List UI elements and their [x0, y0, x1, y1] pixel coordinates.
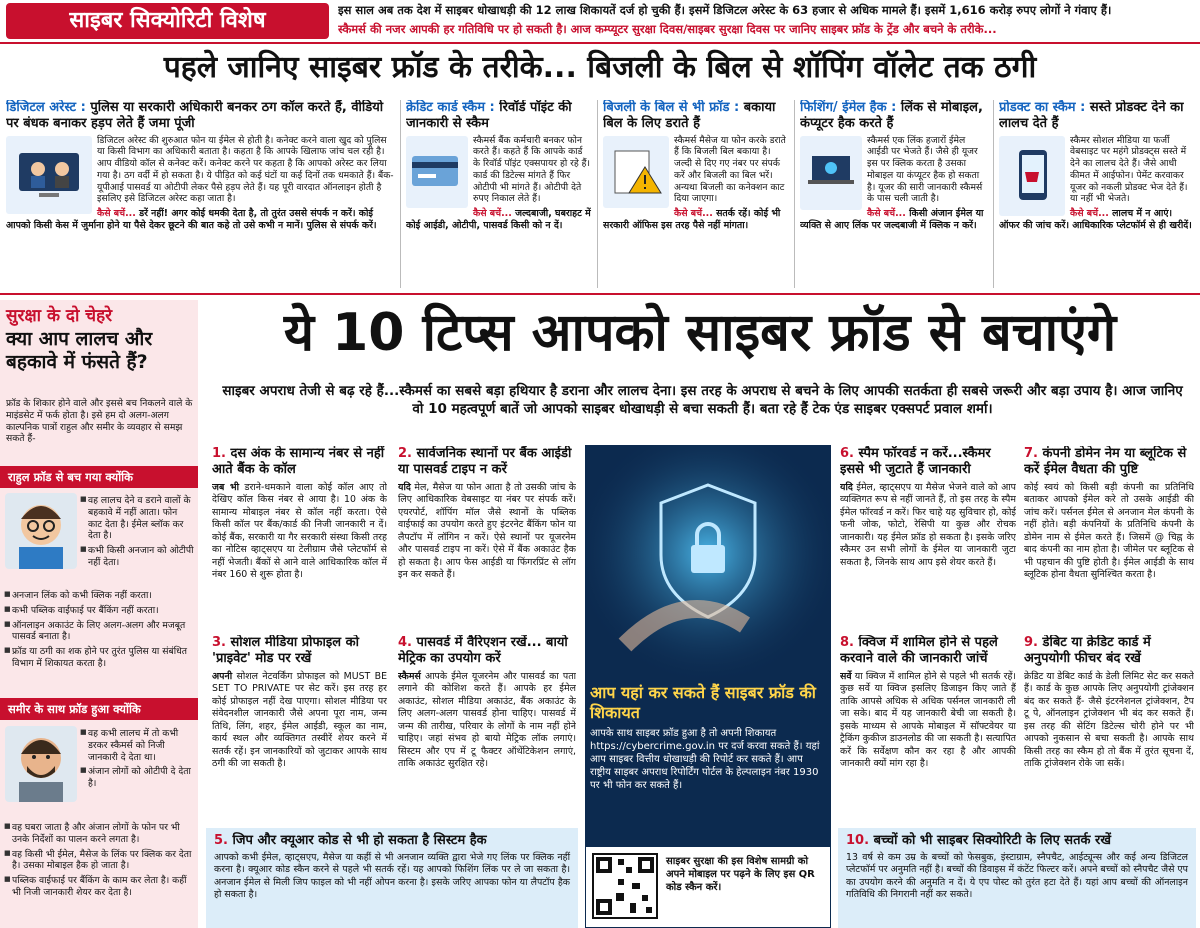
warning-bill-icon [603, 136, 669, 208]
column-kicker: डिजिटल अरेस्ट : [6, 100, 86, 115]
column-body: डिजिटल अरेस्ट की शुरुआत फोन या ईमेल से होती है। कनेक्ट करने वाला खुद को पुलिस या किसी विभाग का अधिकारी बताता है। कहता है कि आपके खिलाफ जांच चल रही है। आप वीडियो कॉल से कनेक्ट करें। कनेक्ट करने पर कहता है कि आपको अरेस्ट कर लिया गया है। ठग वर्दी में हो सकता है। ये पीड़ित को कई घंटों या कई दिनों तक धमकाते हैं। बैंक-यूपीआई पासवर्ड या ओटीपी लेकर पैसे हड़प लेते हैं। यह पूरी वारदात ऑनलाइन होती है इसलिए इसे डिजिटल अरेस्ट कहा जाता है। [97, 134, 394, 205]
tip-body: कोई स्वयं को किसी बड़ी कंपनी का प्रतिनिधि बताकर आपको ईमेल करे तो उसके आईडी की जांच करें। पर्सनल ईमेल से अनजान मेल कंपनी के नहीं होते। बड़ी कंपनियों के प्रतिनिधि कंपनी के डोमेन नाम से ईमेल करते हैं। जिसमें @ चिह्न के बाद कंपनी का नाम होता है। जीमेल पर ब्लूटिक से भी पहचान की पुष्टि होती है। ईमेल आईडी के साथ ब्लूटिक होना वैधता सुनिश्चित करता है। [1024, 481, 1194, 580]
qr-row [585, 846, 831, 928]
column-divider [794, 100, 795, 288]
tip-body: या क्विज में शामिल होने से पहले भी सतर्क रहें। कुछ सर्वे या क्विज इसलिए डिजाइन किए जाते हैं ताकि आपसे अधिक से अधिक पर्सनल जानकारी ली जा सके। बाद में यह जानकारी बेची जा सकती है। इसके माध्यम से आपके मोबाइल में सॉफ्टवेयर या ट्रैकिंग कुकीज डाउनलोड की जा सकती है। सत्यापित करें कि सर्वेक्षण कौन कर रहा है और आपकी जानकारी क्यों मांग रहा है। [840, 670, 1016, 769]
tip-2 [398, 446, 576, 632]
fraud-column-product-scam [999, 100, 1195, 288]
column-headline: रिवॉर्ड पॉइंट की जानकारी से स्कैम [406, 100, 572, 132]
fraud-methods-headline: पहले जानिए साइबर फ्रॉड के तरीके... बिजली के बिल से शॉपिंग वॉलेट तक ठगी [163, 50, 1037, 85]
list-item: ■ वह घबरा जाता है और अंजान लोगों के फोन पर भी उनके निर्देशों का पालन करने लगता है। [4, 822, 194, 846]
list-item: ■ पब्लिक वाईफाई पर बैंकिंग के काम कर लेता है। कहीं भी निजी जानकारी शेयर कर देता है। [4, 875, 194, 899]
list-item: ■ कभी पब्लिक वाईफाई पर बैंकिंग नहीं करता। [4, 605, 194, 617]
tip-title: क्विज में शामिल होने से पहले करवाने वाले की जानकारी जांचें [840, 635, 998, 667]
sameer-avatar-icon [5, 726, 77, 802]
safety-text: डरें नहीं! अगर कोई धमकी देता है, तो तुरंत उससे संपर्क न करें। कोई आपको किसी केस में जुर्माना होने या पैसे देकर छूटने की बात कहे तो उसे कभी न मानें। पुलिस से संपर्क करें। [6, 208, 377, 231]
tip-title: सार्वजनिक स्थानों पर बैंक आईडी या पासवर्ड टाइप न करें [398, 446, 572, 478]
column-headline: पुलिस या सरकारी अधिकारी बनकर ठग कॉल करते हैं, वीडियो पर बंधक बनाकर हड़प लेते हैं जमा पूंजी [6, 100, 384, 132]
safety-label: कैसे बचें... [97, 208, 136, 220]
main-title: ये 10 टिप्स आपको साइबर फ्रॉड से बचाएंगे [283, 303, 1117, 363]
tip-6 [840, 446, 1016, 632]
qr-text: साइबर सुरक्षा की इस विशेष सामग्री को अपने मोबाइल पर पढ़ने के लिए इस QR कोड स्कैन करें। [666, 856, 815, 893]
qr-code-icon[interactable] [592, 853, 658, 919]
tip-body: डराने-धमकाने वाला कोई कॉल आए तो देखिए कॉल किस नंबर से आया है। 10 अंक के सामान्य मोबाइल नंबर से कॉल नहीं करता। ऐसे किसी कॉल पर बैंक/कार्ड की निजी जानकारी न दें। कोई बैंक, सरकारी या गैर सरकारी संस्था किसी तरह का नोटिस व्हाट्सएप या टेलीग्राम जैसे प्लेटफॉर्म से नहीं भेजती। बैंकों से आने वाले आधिकारिक कॉल में नंबर 160 से शुरू होता है। [212, 481, 387, 580]
rahul-points [4, 590, 194, 670]
list-item: ■ कभी किसी अनजान को ओटीपी नहीं देता। [80, 545, 194, 569]
safety-text: लालच में न आएं। ऑफर की जांच करें। आधिकारिक प्लेटफॉर्म से ही खरीदें। [999, 208, 1192, 231]
tip-9 [1024, 635, 1194, 825]
tip-1 [212, 446, 387, 632]
lead-line-2: स्कैमर्स की नजर आपकी हर गतिविधि पर हो सकती है। आज कम्प्यूटर सुरक्षा दिवस/साइबर सुरक्षा दिवस पर जानिए साइबर फ्रॉड के ट्रेंड और बचने के तरीके... [338, 22, 997, 36]
fraud-column-digital-arrest [6, 100, 394, 288]
tip-body: मेल, मैसेज या फोन आता है तो उसकी जांच के लिए आधिकारिक वेबसाइट या नंबर पर संपर्क करें। एयरपोर्ट, शॉपिंग मॉल जैसे स्थानों के पब्लिक वाईफाई का उपयोग करते हुए इंटरनेट बैंकिंग फोन या लैपटॉप में लॉगिन न करें। ऐसे स्थानों पर यूजरनेम और पासवर्ड टाइप ना करें। ऐसे में बैंक अकाउंट हैक हो सकता है। आप फेस आईडी या फिंगरप्रिंट से लॉग इन कर सकते हैं। [398, 481, 576, 580]
sameer-points-top [80, 728, 194, 790]
list-item: ■ फ्रॉड या ठगी का शक होने पर तुरंत पुलिस या संबंधित विभाग में शिकायत करता है। [4, 646, 194, 670]
column-kicker: फिशिंग/ ईमेल हैक : [800, 100, 897, 115]
tip-body: आपको कभी ईमेल, व्हाट्सएप, मैसेज या कहीं से भी अनजान व्यक्ति द्वारा भेजे गए लिंक पर क्लिक नहीं करना है। क्यूआर कोड स्कैन करने से पहले भी सतर्क रहें। यह आपको फिशिंग लिंक पर ले जा सकता है। अनजान ईमेल से मिली जिप फाइल को भी नहीं ओपन करना है। इसके जरिए आपका फोन या लैपटॉप हैक हो सकता है। [214, 852, 570, 900]
column-kicker: बिजली के बिल से भी फ्रॉड : [603, 100, 740, 115]
list-item: ■ वह कभी लालच में तो कभी डरकर स्कैमर्स को निजी जानकारी दे देता था। [80, 728, 194, 763]
tip-7 [1024, 446, 1194, 632]
column-divider [993, 100, 994, 288]
column-body: स्कैमर्स बैंक कर्मचारी बनकर फोन करते हैं। कहते हैं कि आपके कार्ड के रिवॉर्ड पॉइंट एक्सपायर हो रहे हैं। कार्ड की डिटेल्स मांगते हैं फिर ओटीपी भी मांगते हैं। ओटीपी देते रुपए निकाल लेते हैं। [473, 134, 591, 205]
tip-4 [398, 635, 576, 825]
sidebar-intro: फ्रॉड के शिकार होने वाले और इससे बच निकलने वाले के माइंडसेट में फर्क होता है। इसे हम दो अलग-अलग काल्पनिक पात्रों राहुल और समीर के व्यवहार से समझ सकते हैं- [6, 398, 193, 445]
report-title: आप यहां कर सकते हैं साइबर फ्रॉड की शिकायत [590, 683, 816, 722]
tip-number: 3. [212, 635, 226, 650]
list-item: ■ अनजान लिंक को कभी क्लिक नहीं करता। [4, 590, 194, 602]
safety-text: जल्दबाजी, घबराहट में कोई आईडी, ओटीपी, पासवर्ड किसी को न दें। [406, 208, 591, 231]
tip-lead: जब भी [212, 481, 240, 493]
tip-title: पासवर्ड में वैरिएशन रखें... बायो मेट्रिक का उपयोग करें [398, 635, 568, 667]
list-item: ■ वह लालच देने व डराने वालों के बहकावे में नहीं आता। फोन काट देता है। ईमेल ब्लॉक कर देता है। [80, 495, 194, 542]
column-headline: बकाया बिल के लिए डराते हैं [603, 100, 776, 132]
section-divider [0, 293, 1200, 295]
safety-text: सतर्क रहें। कोई भी सरकारी ऑफिस इस तरह पैसे नहीं मांगता। [603, 208, 781, 231]
video-call-illustration-icon [6, 136, 92, 214]
tip-lead: सर्वे [840, 670, 852, 682]
credit-card-icon [406, 136, 468, 208]
tip-title: सोशल मीडिया प्रोफाइल को 'प्राइवेट' मोड पर रखें [212, 635, 359, 667]
tip-number: 6. [840, 446, 854, 461]
tip-lead: यदि [840, 481, 853, 493]
shield-lock-icon [585, 445, 831, 685]
main-subtitle: साइबर अपराध तेजी से बढ़ रहे हैं...स्कैमर्स का सबसे बड़ा हथियार है डराना और लालच देना। इस तरह के अपराध से बचने के लिए आपकी सतर्कता ही सबसे जरूरी और बड़ा उपाय है। आज जानिए वो 10 महत्वपूर्ण बातें जो आपको साइबर धोखाधड़ी से बचा सकती हैं। बता रहे हैं टेक एंड साइबर एक्सपर्ट प्रवाल शर्मा। [222, 383, 1183, 417]
column-body: स्कैमर्स एक लिंक हजारों ईमेल आईडी पर भेजते हैं। जैसे ही यूजर इस पर क्लिक करता है उसका मोबाइल या कंप्यूटर हैक हो सकता है। यूजर की सारी जानकारी स्कैमर्स के पास चली जाती है। [867, 134, 983, 205]
tip-number: 5. [214, 833, 228, 848]
tip-title: स्पैम फॉरवर्ड न करें...स्कैमर इससे भी जुटाते हैं जानकारी [840, 446, 991, 478]
tip-lead: यदि [398, 481, 411, 493]
tip-lead: अपनी [212, 670, 233, 682]
safety-label: कैसे बचें... [473, 208, 512, 220]
tip-body: सोशल नेटवर्किंग प्रोफाइल को MUST BE SET TO PRIVATE पर सेट करें। इस तरह हर कोई प्रोफाइल नहीं देख पाएगा। सोशल मीडिया पर संवेदनशील जानकारी जैसे अपना पूरा नाम, जन्म तिथि, लिंग, शहर, ईमेल आईडी, स्कूल का नाम, कार्य स्थल और व्यक्तिगत तस्वीरें शेयर करने में सतर्क रहें। इन जानकारियों को जुटाकर आपके साथ ठगी की जा सकती है। [212, 670, 387, 769]
fraud-column-phishing [800, 100, 988, 288]
tip-title: जिप और क्यूआर कोड से भी हो सकता है सिस्टम हैक [232, 833, 487, 848]
column-kicker: क्रेडिट कार्ड स्कैम : [406, 100, 495, 115]
list-item: ■ ऑनलाइन अकाउंट के लिए अलग-अलग और मजबूत पासवर्ड बनाता है। [4, 620, 194, 644]
tip-title: दस अंक के सामान्य नंबर से नहीं आते बैंक के कॉल [212, 446, 385, 478]
report-box [590, 683, 826, 792]
safety-text: किसी अंजान ईमेल या व्यक्ति से आए लिंक पर जल्दबाजी में क्लिक न करें। [800, 208, 984, 231]
sidebar-heading: सुरक्षा के दो चेहरे [6, 306, 113, 326]
sidebar-question: क्या आप लालच और बहकावे में फंसते हैं? [6, 328, 153, 373]
tip-number: 1. [212, 446, 226, 461]
column-body: स्कैमर्स मैसेज या फोन करके डराते हैं कि बिजली बिल बकाया है। जल्दी से दिए गए नंबर पर संपर्क करें और बिजली का बिल भरें। अन्यथा बिजली का कनेक्शन काट दिया जाएगा। [674, 134, 786, 205]
tip-number: 9. [1024, 635, 1038, 650]
tip-title: डेबिट या क्रेडिट कार्ड में अनुपयोगी फीचर बंद रखें [1024, 635, 1151, 667]
tip-number: 2. [398, 446, 412, 461]
tip-number: 8. [840, 635, 854, 650]
tip-10 [838, 828, 1196, 928]
tip-body: आपके ईमेल यूजरनेम और पासवर्ड का पता लगाने की कोशिश करते हैं। आपके हर ईमेल अकाउंट, सोशल मीडिया अकाउंट, बैंक अकाउंट के लिए अलग-अलग पासवर्ड होना चाहिए। पासवर्ड में जन्म की तारीख, परिवार के लोगों के नाम नहीं होने चाहिए। जहां संभव हो बायो मेट्रिक लॉक लगाएं। सिस्टम और एप में टू फैक्टर ऑथेंटिकेशन लगाएं, ताकि अकाउंट सुरक्षित रहे। [398, 670, 576, 769]
shopping-phone-icon [999, 136, 1065, 216]
column-divider [597, 100, 598, 288]
rahul-bar: राहुल फ्रॉड से बच गया क्योंकि [0, 466, 198, 488]
rahul-points-top [80, 495, 194, 569]
tip-5 [206, 828, 578, 928]
column-headline: लिंक से मोबाइल, कंप्यूटर हैक करते हैं [800, 100, 983, 132]
tip-8 [840, 635, 1016, 825]
tip-body: 13 वर्ष से कम उम्र के बच्चों को फेसबुक, इंस्टाग्राम, स्नैपचैट, आईट्यून्स और कई अन्य डिजिटल प्लेटफॉर्म पर अनुमति नहीं है। बच्चों की डिवाइस में कंटेंट फिल्टर करें। अपने बच्चों को स्नैपचैट जैसे एप का उपयोग करने की अनुमति न दें। ये एप पोस्ट को तुरंत हटा देते हैं। यहां आप बच्चों की ऑनलाइन गतिविधि की निगरानी नहीं कर सकते। [846, 852, 1188, 900]
tip-number: 10. [846, 833, 870, 848]
section-brand-label: साइबर सिक्योरिटी विशेष [6, 3, 329, 39]
sameer-points [4, 822, 194, 899]
tip-number: 4. [398, 635, 412, 650]
rahul-avatar-icon [5, 493, 77, 569]
column-divider [400, 100, 401, 288]
tip-3 [212, 635, 387, 825]
tip-title: कंपनी डोमेन नेम या ब्लूटिक से करें ईमेल वैधता की पुष्टि [1024, 446, 1187, 478]
column-body: स्कैमर सोशल मीडिया या फर्जी वेबसाइट पर महंगे प्रोडक्ट्स सस्ते में देने का लालच देते हैं। जैसे आधी कीमत में आईफोन। पेमेंट करवाकर यूजर को नकली प्रोडक्ट भेज देते हैं। या नहीं भी भेजते। [1070, 134, 1188, 205]
tip-lead: स्कैमर्स [398, 670, 421, 682]
lead-line-1: इस साल अब तक देश में साइबर धोखाधड़ी की 12 लाख शिकायतें दर्ज हो चुकी हैं। इसमें डिजिटल अरेस्ट के 63 हजार से अधिक मामले हैं। इसमें 1,616 करोड़ रुपए लोगों ने गंवाए हैं। [338, 3, 1112, 17]
tip-body: क्रेडिट या डेबिट कार्ड के डेली लिमिट सेट कर सकते हैं। कार्ड के कुछ आपके लिए अनुपयोगी ट्रांजेक्शन बंद कर सकते हैं- जैसे इंटरनेशनल ट्रांजेक्शन, टैप टू पे, ऑनलाइन ट्रांजेक्शन भी बंद कर सकते हैं। इस तरह की सेटिंग डिटेल्स चोरी होने पर भी आपको नुकसान से बचा सकती है। आपके साथ किसी तरह का स्कैम हो तो बैंक में तुरंत सूचना दें, ताकि ट्रांजेक्शन रोके जा सकें। [1024, 670, 1194, 769]
sameer-bar: समीर के साथ फ्रॉड हुआ क्योंकि [0, 698, 198, 720]
safety-label: कैसे बचें... [867, 208, 906, 220]
fraud-column-electricity-bill [603, 100, 789, 288]
safety-label: कैसे बचें... [1070, 208, 1109, 220]
safety-label: कैसे बचें... [674, 208, 713, 220]
column-kicker: प्रोडक्ट का स्कैम : [999, 100, 1086, 115]
column-headline: सस्ते प्रोडक्ट देने का लालच देते हैं [999, 100, 1184, 132]
hacker-laptop-icon [800, 136, 862, 210]
list-item: ■ अंजान लोगों को ओटीपी दे देता है। [80, 766, 194, 790]
tip-body: ईमेल, व्हाट्सएप या मैसेज भेजने वाले को आप व्यक्तिगत रूप से नहीं जानते हैं, तो इस तरह के स्पैम ईमेल फॉरवर्ड न करें। फिर चाहे यह सुविचार हो, कोई फनी जोक, फोटो, रेसिपी या कुछ और रोचक जानकारी। यह ईमेल फ्रॉड हो सकता है। इसके जरिए स्कैमर उन सभी लोगों के ईमेल या जानकारी जुटा सकता है, जिनके साथ आप इसे शेयर करते हैं। [840, 481, 1016, 568]
tip-number: 7. [1024, 446, 1038, 461]
list-item: ■ वह किसी भी ईमेल, मैसेज के लिंक पर क्लिक कर देता है। उसका मोबाइल हैक हो जाता है। [4, 849, 194, 873]
fraud-column-credit-card [406, 100, 592, 288]
report-text: आपके साथ साइबर फ्रॉड हुआ है तो अपनी शिकायत https://cybercrime.gov.in पर दर्ज करवा सकते हैं। यहां आप साइबर वित्तीय धोखाधड़ी की रिपोर्ट कर सकते हैं। आप राष्ट्रीय साइबर अपराध रिपोर्टिंग पोर्टल के हेल्पलाइन नंबर 1930 पर भी फोन कर सकते हैं। [590, 728, 820, 791]
tip-title: बच्चों को भी साइबर सिक्योरिटी के लिए सतर्क रखें [873, 833, 1111, 848]
